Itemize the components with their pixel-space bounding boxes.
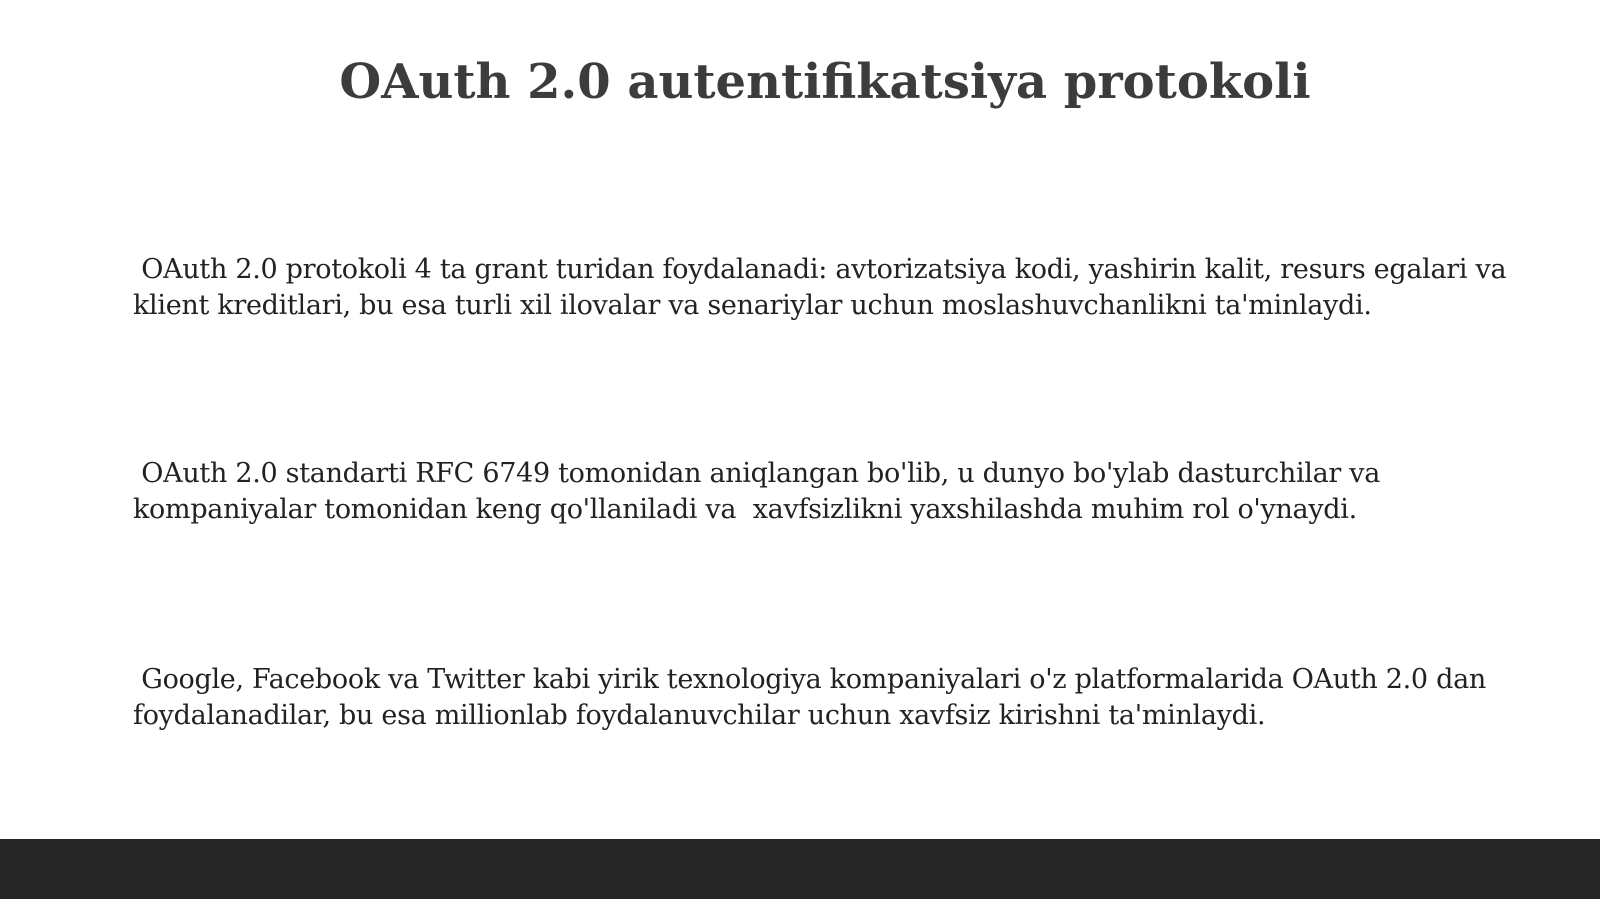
paragraph-tech-companies: Google, Facebook va Twitter kabi yirik texnologiya kompaniyalari o'z platformalarida OAuth 2.0 dan foydalanadilar, bu esa millionlab foydalanuvchilar uchun xavfsiz kirishni ta'minlaydi. <box>133 664 1495 731</box>
paragraph-grant-types: OAuth 2.0 protokoli 4 ta grant turidan foydalanadi: avtorizatsiya kodi, yashirin kalit, resurs egalari va klient kreditlari, bu esa turli xil ilovalar va senariylar uchun moslashuvchanlikni ta'minlaydi. <box>133 254 1515 321</box>
footer-bar <box>0 839 1600 899</box>
paragraph-rfc-standard: OAuth 2.0 standarti RFC 6749 tomonidan aniqlangan bo'lib, u dunyo bo'ylab dasturchilar va kompaniyalar tomonidan keng qo'llaniladi va xavfsizlikni yaxshilashda muhim rol o'ynaydi. <box>133 458 1389 525</box>
slide-title: OAuth 2.0 autentifikatsiya protokoli <box>339 54 1311 110</box>
